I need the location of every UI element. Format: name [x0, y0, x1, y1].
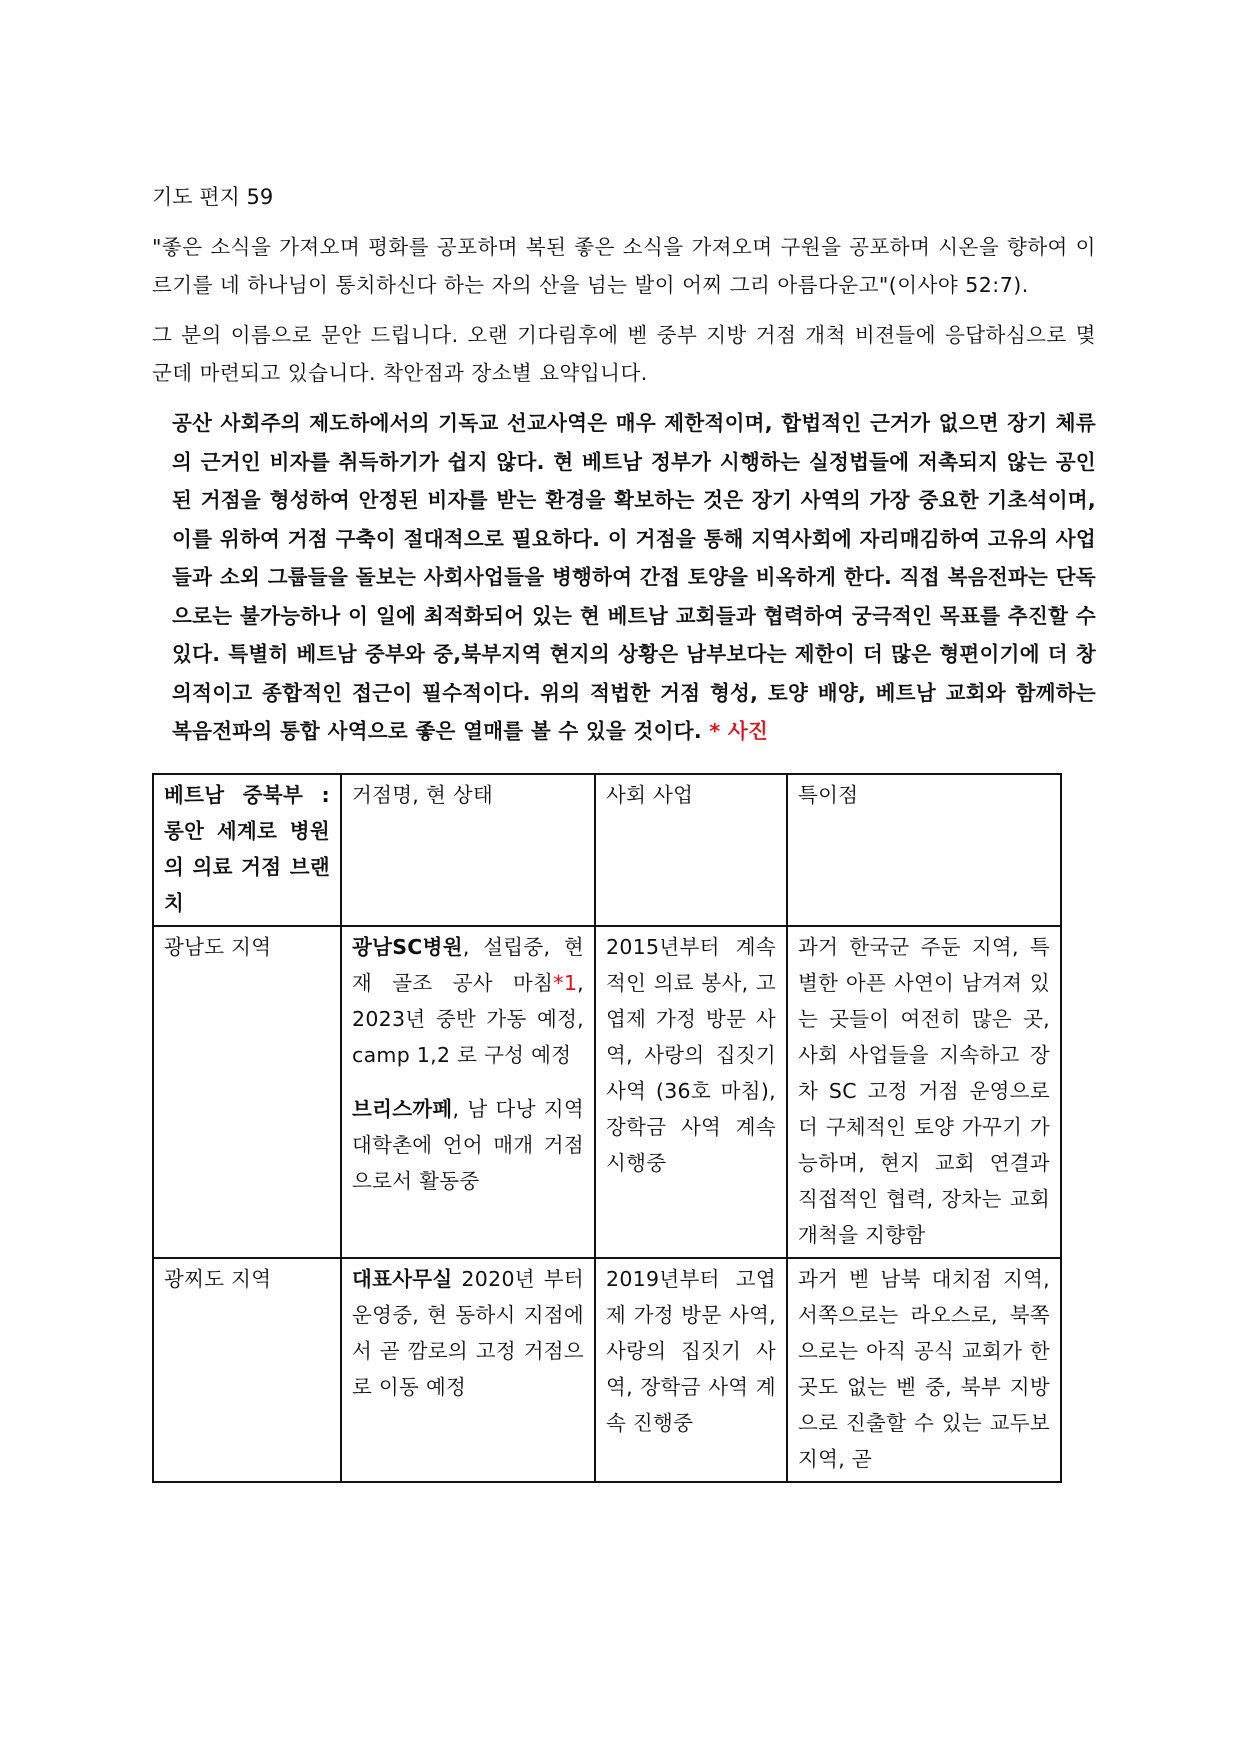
- region-cell: 광남도 지역: [153, 926, 341, 1258]
- notes-cell: 과거 벧 남북 대치점 지역, 서쪽으로는 라오스로, 북쪽으로는 아직 공식 교회가 한곳도 없는 벧 중, 북부 지방으로 진출할 수 있는 교두보 지역, 곧: [787, 1258, 1061, 1482]
- table-header-row: [153, 774, 1061, 926]
- notes-cell: 과거 한국군 주둔 지역, 특별한 아픈 사연이 남겨져 있는 곳들이 여전히 많은 곳, 사회 사업들을 지속하고 장차 SC 고정 거점 운영으로 더 구체적인 토양 가꾸기 가능하며, 현지 교회 연결과 직접적인 협력, 장차는 교회 개척을 지향함: [787, 926, 1061, 1258]
- letter-title: 기도 편지 59: [152, 185, 274, 209]
- base-name: 광남SC병원: [352, 934, 463, 959]
- summary-paragraph: [172, 404, 1096, 751]
- letter-page: [152, 178, 1096, 1483]
- table-row: [153, 926, 1061, 1258]
- header-base: 거점명, 현 상태: [341, 774, 595, 926]
- base-name: 브리스까페: [352, 1096, 453, 1121]
- base-table: [152, 773, 1062, 1483]
- social-cell: 2019년부터 고엽제 가정 방문 사역, 사랑의 집짓기 사역, 장학금 사역 계속 진행중: [595, 1258, 787, 1482]
- base-cell: 대표사무실 2020년 부터 운영중, 현 동하시 지점에서 곧 깜로의 고정 거점으로 이동 예정: [341, 1258, 595, 1482]
- base-cell: 광남SC병원, 설립중, 현재 골조 공사 마침*1, 2023년 중반 가동 예정, camp 1,2 로 구성 예정 브리스까페, 남 다낭 지역 대학촌에 언어 매개 거점으로서 활동중: [341, 926, 595, 1258]
- intro-paragraph: 그 분의 이름으로 문안 드립니다. 오랜 기다림후에 벧 중부 지방 거점 개척 비젼들에 응답하심으로 몇 군데 마련되고 있습니다. 착안점과 장소별 요약입니다.: [152, 323, 1096, 385]
- table-row: [153, 1258, 1061, 1482]
- header-region: 베트남 중북부 : 롱안 세계로 병원의 의료 거점 브랜치: [153, 774, 341, 926]
- social-cell: 2015년부터 계속적인 의료 봉사, 고엽제 가정 방문 사역, 사랑의 집짓기 사역 (36호 마침), 장학금 사역 계속 시행중: [595, 926, 787, 1258]
- base-name: 대표사무실: [352, 1266, 453, 1291]
- region-cell: 광찌도 지역: [153, 1258, 341, 1482]
- header-notes: 특이점: [787, 774, 1061, 926]
- header-social: 사회 사업: [595, 774, 787, 926]
- photo-note: * 사진: [709, 719, 769, 743]
- summary-text: 공산 사회주의 제도하에서의 기독교 선교사역은 매우 제한적이며, 합법적인 근거가 없으면 장기 체류의 근거인 비자를 취득하기가 쉽지 않다. 현 베트남 정부가 시행하는 실정법들에 저촉되지 않는 공인된 거점을 형성하여 안정된 비자를 받는 환경을 확보하는 것은 장기 사역의 가장 중요한 기초석이며, 이를 위하여 거점 구축이 절대적으로 필요하다. 이 거점을 통해 지역사회에 자리매김하여 고유의 사업들과 소외 그룹들을 돌보는 사회사업들을 병행하여 간접 토양을 비옥하게 한다. 직접 복음전파는 단독으로는 불가능하나 이 일에 최적화되어 있는 현 베트남 교회들과 협력하여 궁극적인 목표를 추진할 수 있다. 특별히 베트남 중부와 중,북부지역 현지의 상황은 남부보다는 제한이 더 많은 형편이기에 더 창의적이고 종합적인 접근이 필수적이다. 위의 적법한 거점 형성, 토양 배양, 베트남 교회와 함께하는 복음전파의 통합 사역으로 좋은 열매를 볼 수 있을 것이다.: [172, 411, 1096, 743]
- footnote-mark: *1: [553, 970, 578, 995]
- bible-verse: "좋은 소식을 가져오며 평화를 공포하며 복된 좋은 소식을 가져오며 구원을 공포하며 시온을 향하여 이르기를 네 하나님이 통치하신다 하는 자의 산을 넘는 발이 어찌 그리 아름다운고"(이사야 52:7).: [152, 235, 1096, 297]
